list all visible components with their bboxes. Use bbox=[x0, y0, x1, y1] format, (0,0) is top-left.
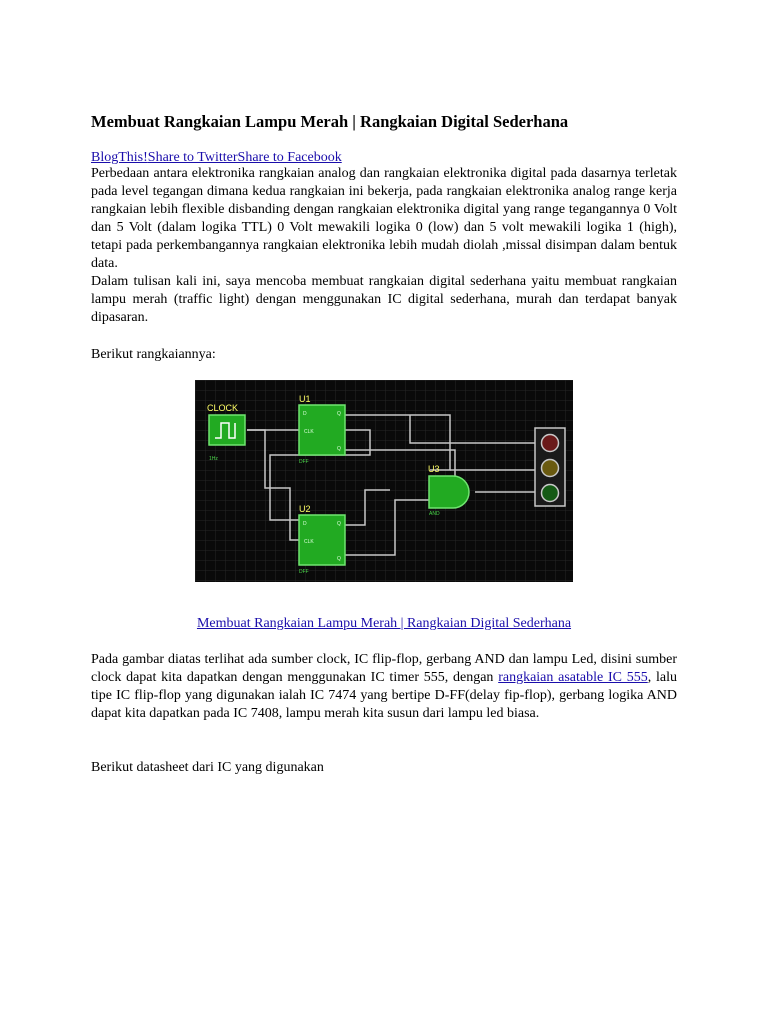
clock-frequency-label: 1Hz bbox=[209, 456, 218, 462]
clock-label: CLOCK bbox=[207, 403, 239, 413]
explanation-text-before: Pada gambar diatas terlihat ada sumber clock, IC flip-flop, gerbang AND dan lampu Led, disini sumber clock dapat kita dapatkan dengan menggunakan IC timer 555, dengan bbox=[91, 652, 677, 685]
u1-pin-qbar: Q bbox=[337, 446, 341, 452]
u2-pin-clk: CLK bbox=[304, 539, 314, 545]
u1-type-label: DFF bbox=[299, 459, 309, 465]
u1-pin-d: D bbox=[303, 411, 307, 417]
traffic-light bbox=[535, 428, 565, 506]
red-led bbox=[542, 435, 559, 452]
paragraph-datasheet-intro: Berikut datasheet dari IC yang digunakan bbox=[91, 760, 324, 775]
u1-flip-flop bbox=[299, 394, 345, 465]
asatable-ic555-link[interactable]: rangkaian asatable IC 555 bbox=[498, 670, 648, 685]
u2-pin-q: Q bbox=[337, 521, 341, 527]
share-links bbox=[91, 150, 342, 166]
u1-label: U1 bbox=[299, 394, 311, 404]
share-to-facebook-link[interactable]: Share to Facebook bbox=[237, 150, 342, 165]
paragraph-purpose: Dalam tulisan kali ini, saya mencoba membuat rangkaian digital sederhana yaitu membuat rangkaian lampu merah (traffic light) dengan menggunakan IC digital sederhana, murah dan terdapat banyak dipasaran. bbox=[91, 274, 677, 325]
caption-link[interactable]: Membuat Rangkaian Lampu Merah | Rangkaian Digital Sederhana bbox=[196, 616, 572, 631]
explanation-text-after: , lalu tipe IC flip-flop yang digunakan ialah IC 7474 yang bertipe D-FF(delay fip-flop), gerbang logika AND dapat kita dapatkan pada IC 7408, lampu merah kita susun dari lampu led biasa. bbox=[91, 670, 678, 721]
u3-type-label: AND bbox=[429, 511, 440, 517]
paragraph-explanation bbox=[91, 651, 677, 723]
article-title: Membuat Rangkaian Lampu Merah | Rangkaian Digital Sederhana bbox=[91, 112, 569, 131]
yellow-led bbox=[542, 460, 559, 477]
paragraph-circuit-intro: Berikut rangkaiannya: bbox=[91, 347, 216, 362]
figure-caption bbox=[0, 616, 768, 632]
circuit-diagram-image bbox=[195, 380, 573, 582]
diagram-grid bbox=[195, 380, 573, 582]
u2-pin-qbar: Q bbox=[337, 556, 341, 562]
u2-type-label: DFF bbox=[299, 569, 309, 575]
u2-pin-d: D bbox=[303, 521, 307, 527]
share-to-twitter-link[interactable]: Share to Twitter bbox=[147, 150, 238, 165]
green-led bbox=[542, 485, 559, 502]
blogthis-link[interactable]: BlogThis! bbox=[91, 150, 148, 165]
paragraph-intro: Perbedaan antara elektronika rangkaian analog dan rangkaian elektronika digital pada dasarnya terletak pada level tegangan dimana kedua rangkaian ini bekerja, pada rangkaian elektronika analog range kerja rangkaian lebih flexible disbanding dengan rangkaian elektronika digital yang range tegangannya 0 Volt dan 5 Volt (dalam logika TTL) 0 Volt mewakili logika 0 (low) dan 5 volt mewakili logika 1 (high), tetapi pada perkembangannya rangkaian elektronika lebih mudah diolah ,missal disimpan dalam bentuk data. bbox=[91, 166, 677, 271]
u2-flip-flop bbox=[299, 504, 345, 575]
u1-pin-clk: CLK bbox=[304, 429, 314, 435]
u1-pin-q: Q bbox=[337, 411, 341, 417]
u3-label: U3 bbox=[428, 464, 440, 474]
u2-label: U2 bbox=[299, 504, 311, 514]
